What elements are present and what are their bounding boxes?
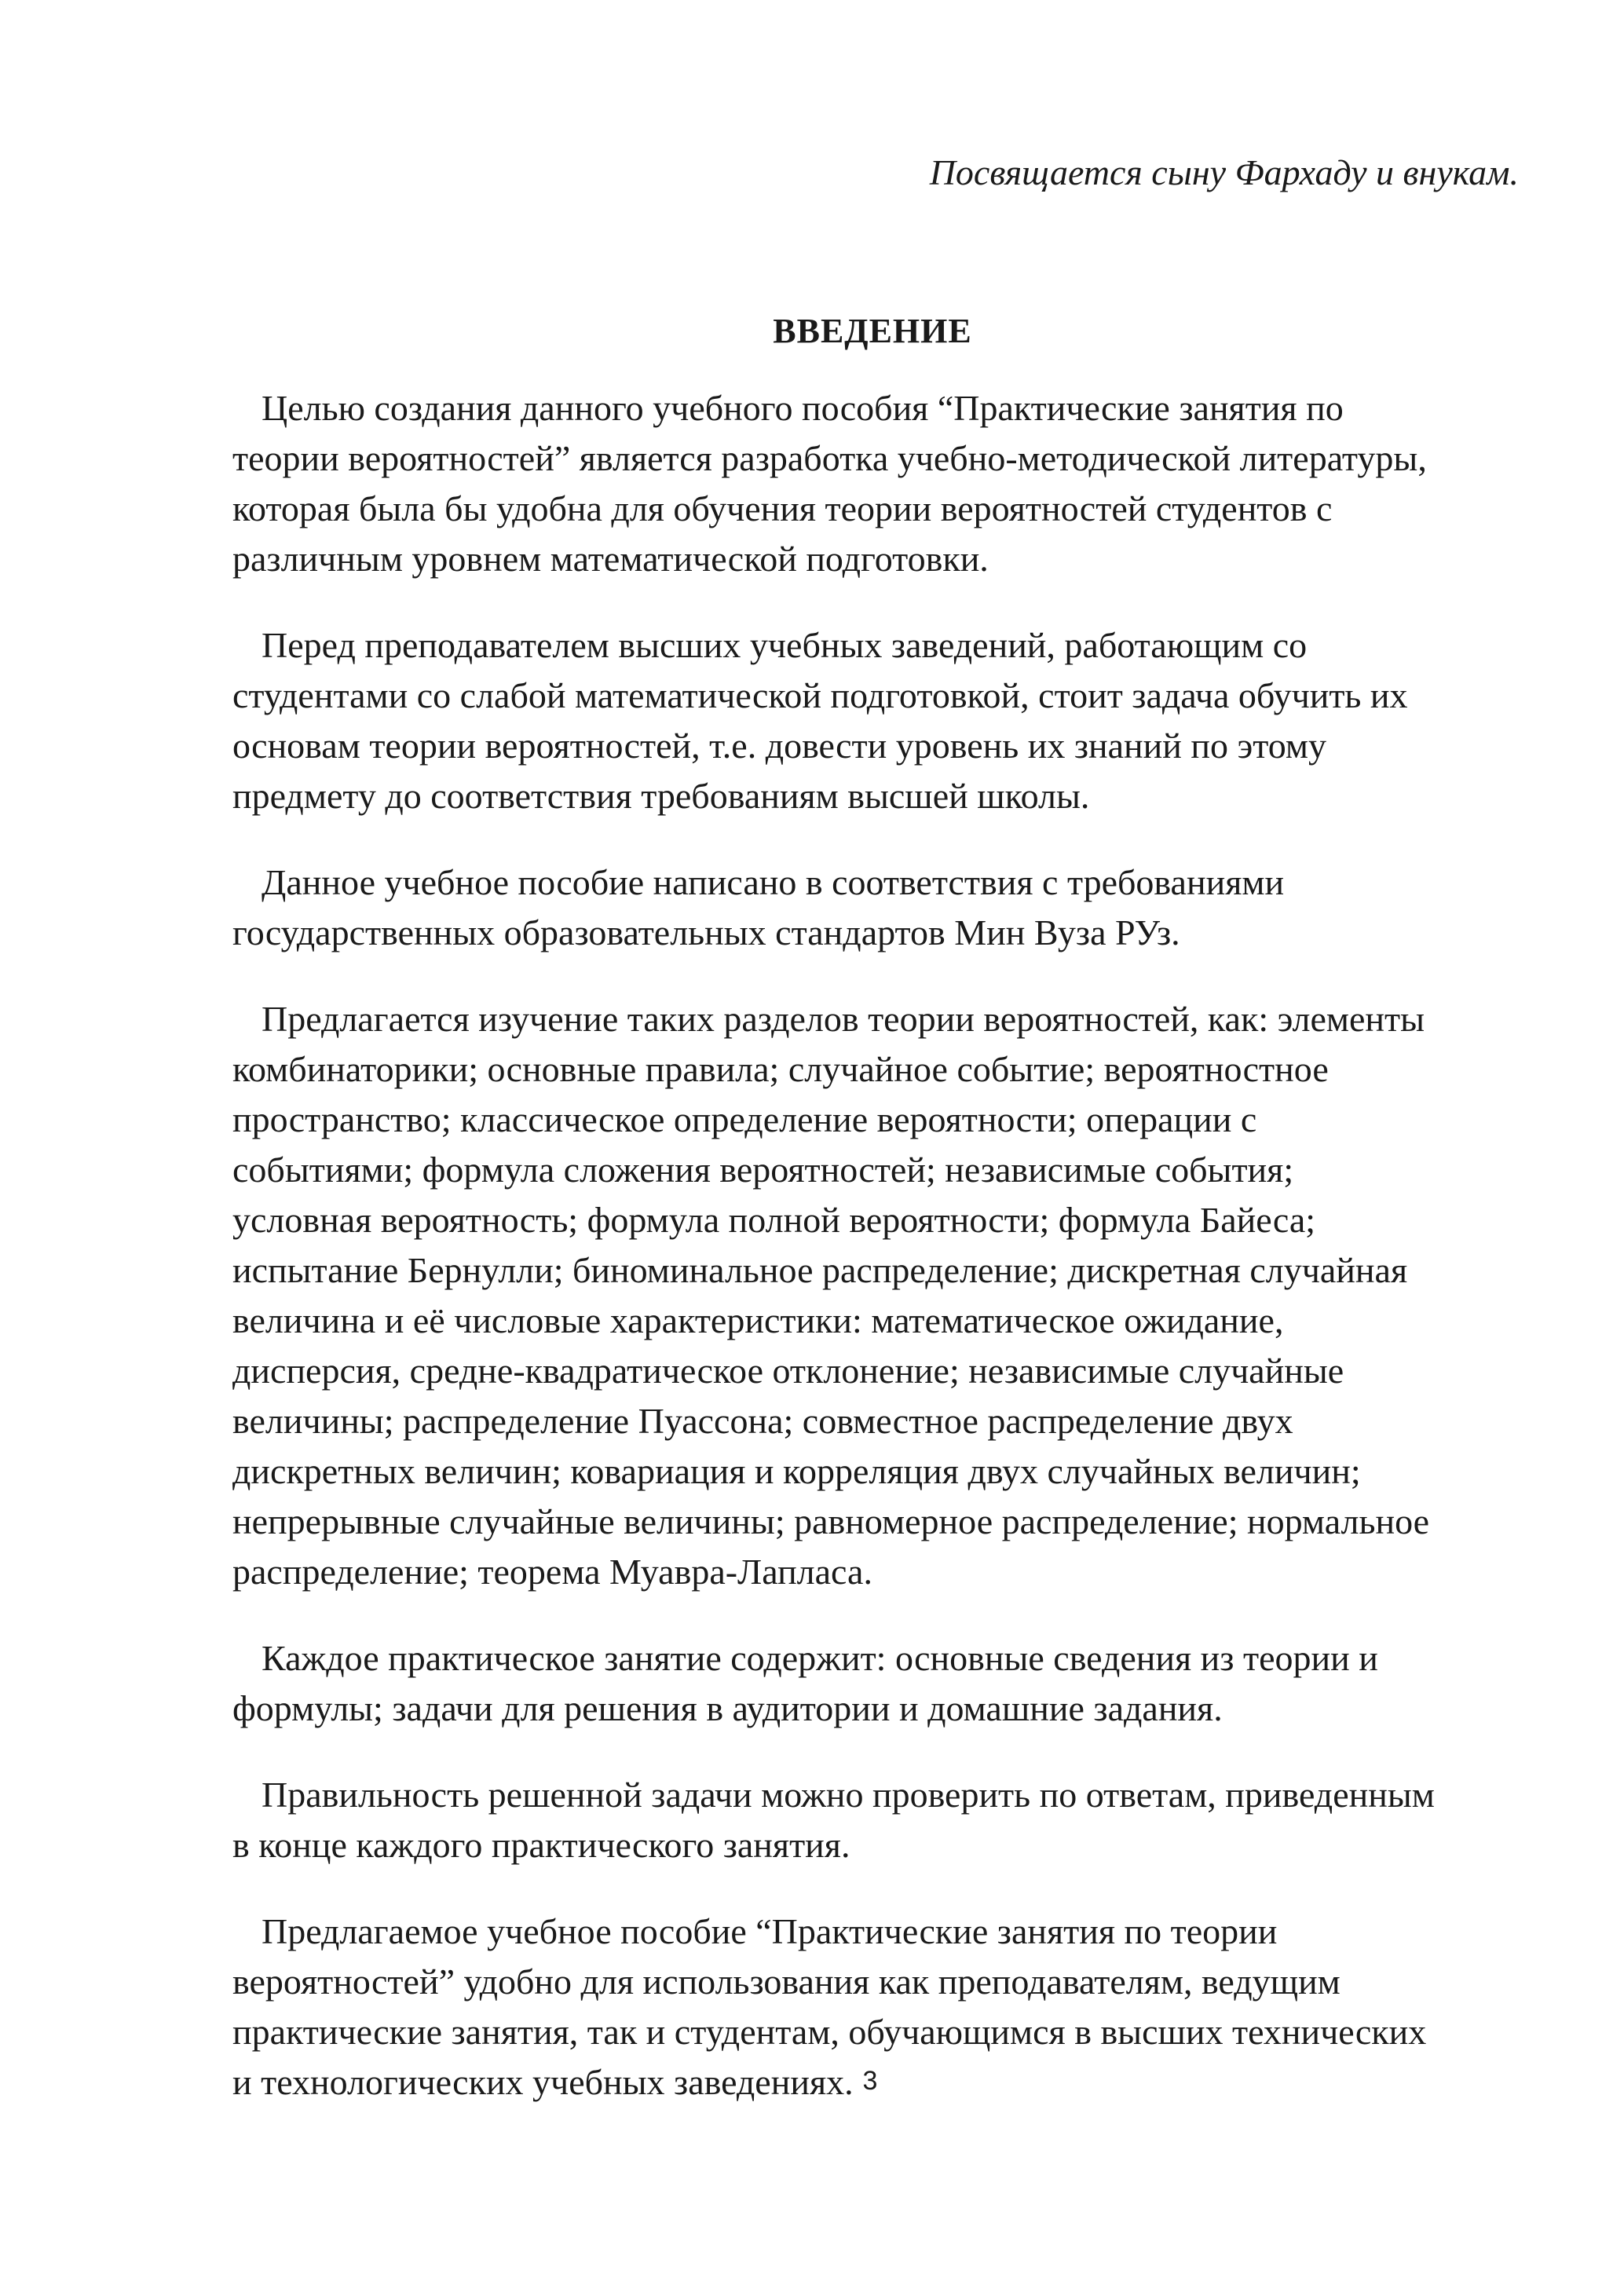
text-line: различным уровнем математической подготовки. [232,539,989,579]
text-line: и технологических учебных заведениях. [232,2062,854,2102]
text-line: величина и её числовые характеристики: математическое ожидание, [232,1300,1284,1340]
paragraph-answers [232,1770,1520,1870]
text-line: пространство; классическое определение вероятности; операции с [232,1099,1257,1139]
section-heading: ВВЕДЕНИЕ [773,312,972,350]
paragraph-topics [232,994,1520,1597]
paragraph-lesson-content [232,1633,1520,1734]
text-line: в конце каждого практического занятия. [232,1825,850,1865]
text-line: основам теории вероятностей, т.е. довести уровень их знаний по этому [232,726,1326,766]
text-line: дисперсия, средне-квадратическое отклонение; независимые случайные [232,1351,1344,1391]
text-line: величины; распределение Пуассона; совместное распределение двух [232,1401,1293,1441]
text-line: Каждое практическое занятие содержит: основные сведения из теории и [262,1638,1378,1678]
text-line: государственных образовательных стандартов Мин Вуза РУз. [232,912,1180,952]
text-line: предмету до соответствия требованиям высшей школы. [232,776,1090,816]
paragraph-purpose [232,383,1520,584]
text-line: испытание Бернулли; биноминальное распределение; дискретная случайная [232,1250,1408,1290]
text-line: Целью создания данного учебного пособия “Практические занятия по [262,388,1344,428]
text-line: событиями; формула сложения вероятностей; независимые события; [232,1150,1294,1190]
text-line: Правильность решенной задачи можно проверить по ответам, приведенным [262,1775,1435,1815]
dedication-text: Посвящается сыну Фархаду и внукам. [929,152,1519,192]
text-line: которая была бы удобна для обучения теории вероятностей студентов с [232,488,1333,528]
page-number: 3 [862,2066,878,2096]
text-line: формулы; задачи для решения в аудитории и домашние задания. [232,1688,1223,1728]
paragraph-task [232,620,1520,821]
text-line: комбинаторики; основные правила; случайное событие; вероятностное [232,1049,1329,1089]
text-line: студентами со слабой математической подготовкой, стоит задача обучить их [232,675,1408,715]
text-line: Данное учебное пособие написано в соответствия с требованиями [262,862,1285,902]
text-line: Перед преподавателем высших учебных заведений, работающим со [262,625,1308,665]
text-line: условная вероятность; формула полной вероятности; формула Байеса; [232,1200,1316,1240]
text-line: практические занятия, так и студентам, обучающимся в высших технических [232,2012,1427,2052]
text-line: дискретных величин; ковариация и корреляция двух случайных величин; [232,1451,1361,1491]
text-line: непрерывные случайные величины; равномерное распределение; нормальное [232,1501,1430,1541]
text-line: Предлагаемое учебное пособие “Практические занятия по теории [262,1911,1278,1951]
paragraph-standards [232,857,1520,958]
introduction-body [232,383,1520,2144]
text-line: распределение; теорема Муавра-Лапласа. [232,1552,872,1592]
text-line: теории вероятностей” является разработка учебно-методической литературы, [232,438,1427,478]
text-line: Предлагается изучение таких разделов теории вероятностей, как: элементы [262,999,1425,1039]
text-line: вероятностей” удобно для использования как преподавателям, ведущим [232,1961,1341,2002]
